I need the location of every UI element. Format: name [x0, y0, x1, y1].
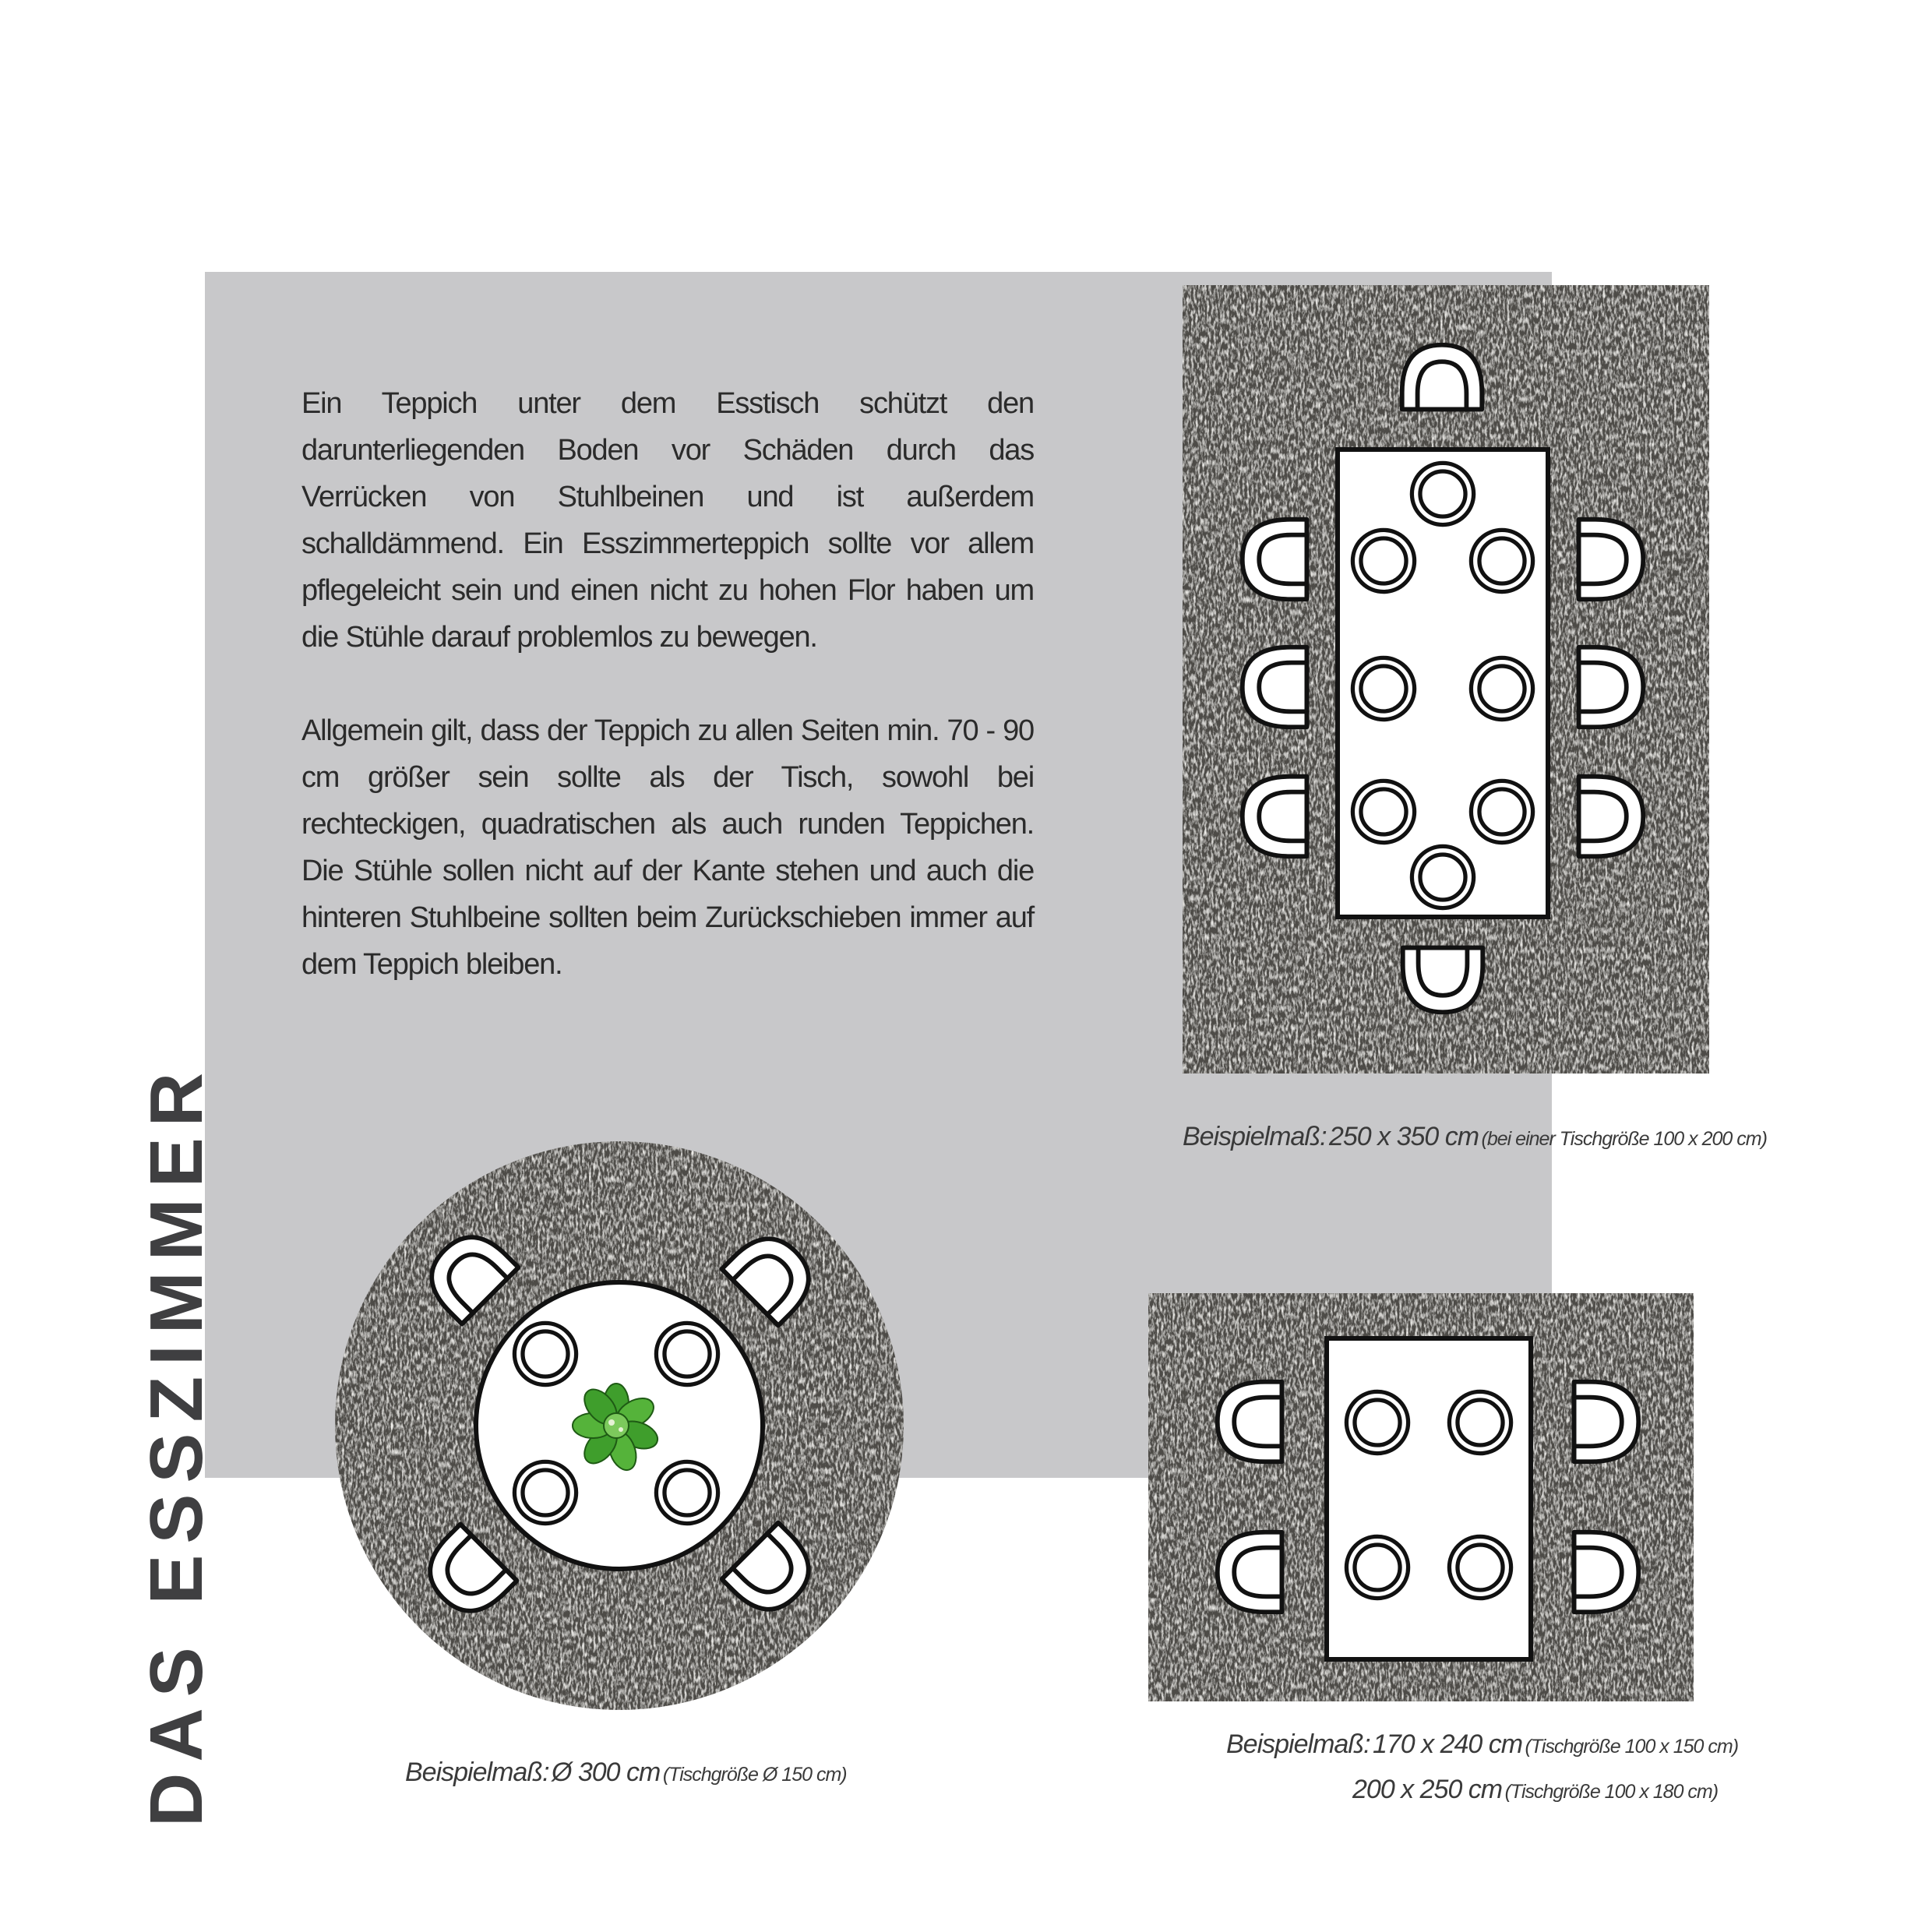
chair-left-2 — [1243, 647, 1307, 728]
small-rect-rug-diagram — [1148, 1293, 1694, 1701]
chair-right-1 — [1579, 520, 1644, 600]
plate — [1346, 1536, 1408, 1598]
round-rug-diagram — [331, 1137, 908, 1714]
caption-note: (Tischgröße Ø 150 cm) — [662, 1764, 847, 1786]
caption-label: Beispielmaß: — [1183, 1122, 1327, 1151]
plate — [1449, 1536, 1511, 1598]
plate — [1449, 1391, 1511, 1453]
plate — [1346, 1391, 1408, 1453]
caption-size: 170 x 240 cm — [1372, 1729, 1523, 1759]
page-title: DAS ESSZIMMER — [135, 1061, 218, 1827]
chair-right-2 — [1579, 647, 1644, 728]
plate — [1471, 530, 1532, 591]
intro-paragraph-2: Allgemein gilt, dass der Teppich zu allen Seiten min. 70 - 90 cm größer sein sollte als der Tisch, sowohl bei rechteckigen, quadratischen als auch runden Teppichen. Die Stühle sollen nicht auf der Kante stehen und auch die hinteren Stuhlbeine sollten beim Zurückschieben immer auf dem Teppich bleiben. — [301, 714, 1034, 981]
chair-right-1 — [1574, 1382, 1639, 1462]
intro-text — [301, 380, 1034, 1035]
round-caption — [405, 1757, 847, 1788]
caption-label: Beispielmaß: — [1226, 1729, 1370, 1759]
plate — [514, 1461, 576, 1523]
small-rect-caption-2 — [1352, 1775, 1718, 1805]
plate — [1352, 658, 1414, 719]
chair-right-2 — [1574, 1532, 1639, 1613]
small-rect-table — [1327, 1338, 1531, 1659]
small-rect-caption-1 — [1226, 1729, 1738, 1760]
chair-right-3 — [1579, 777, 1644, 857]
chair-bottom — [1403, 948, 1483, 1013]
caption-size: Ø 300 cm — [551, 1757, 661, 1787]
plate — [1412, 846, 1473, 908]
caption-note: (Tischgröße 100 x 150 cm) — [1525, 1736, 1739, 1757]
intro-paragraph-1: Ein Teppich unter dem Esstisch schützt den darunterliegenden Boden vor Schäden durch das Verrücken von Stuhlbeinen und ist außerdem schalldämmend. Ein Esszimmerteppich sollte vor allem pflegeleicht sein und einen nicht zu hohen Flor haben um die Stühle darauf problemlos zu bewegen. — [301, 387, 1034, 654]
plate — [656, 1461, 717, 1523]
plate — [1352, 530, 1414, 591]
caption-label: Beispielmaß: — [405, 1757, 549, 1787]
chair-left-2 — [1218, 1532, 1282, 1613]
plate — [1471, 658, 1532, 719]
chair-left-3 — [1243, 777, 1307, 857]
caption-size: 200 x 250 cm — [1352, 1775, 1503, 1804]
caption-size: 250 x 350 cm — [1328, 1122, 1479, 1151]
large-rect-rug-diagram — [1183, 285, 1709, 1074]
caption-note: (Tischgröße 100 x 180 cm) — [1504, 1781, 1719, 1803]
plate — [1352, 781, 1414, 842]
chair-left-1 — [1218, 1382, 1282, 1462]
large-rect-caption — [1183, 1122, 1767, 1152]
plate — [1471, 781, 1532, 842]
plate — [1412, 463, 1473, 524]
plate — [656, 1323, 717, 1384]
chair-left-1 — [1243, 520, 1307, 600]
caption-note: (bei einer Tischgröße 100 x 200 cm) — [1481, 1128, 1767, 1150]
chair-top — [1402, 345, 1482, 410]
plate — [514, 1323, 576, 1384]
